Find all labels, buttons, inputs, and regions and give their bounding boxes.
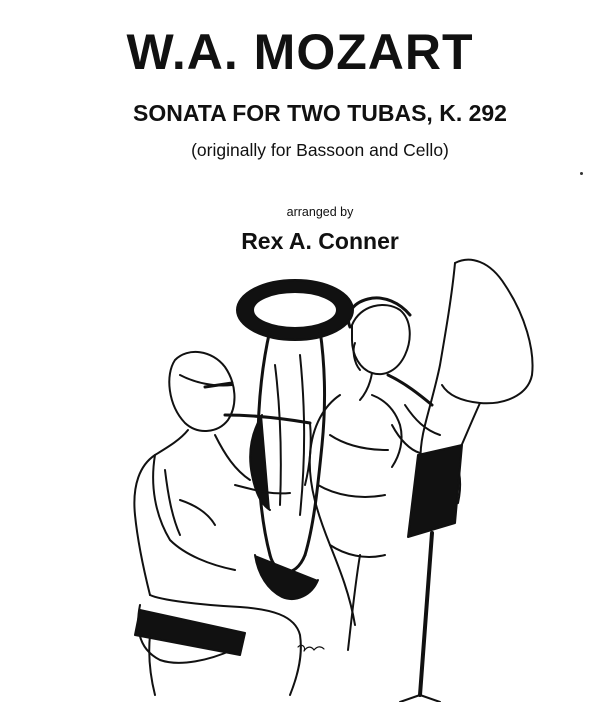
left-player [134, 352, 301, 695]
work-title: SONATA FOR TWO TUBAS, K. 292 [133, 100, 507, 126]
right-player [310, 298, 410, 650]
ink-speck [580, 172, 583, 175]
artist-signature [298, 645, 324, 651]
original-instrumentation: (originally for Bassoon and Cello) [191, 140, 449, 160]
tuba-players-illustration [0, 255, 600, 702]
left-tuba [225, 280, 353, 599]
composer-name: W.A. MOZART [126, 24, 474, 80]
music-stand [392, 405, 462, 702]
arranged-by-label: arranged by [286, 205, 354, 219]
arranger-name: Rex A. Conner [241, 228, 399, 254]
